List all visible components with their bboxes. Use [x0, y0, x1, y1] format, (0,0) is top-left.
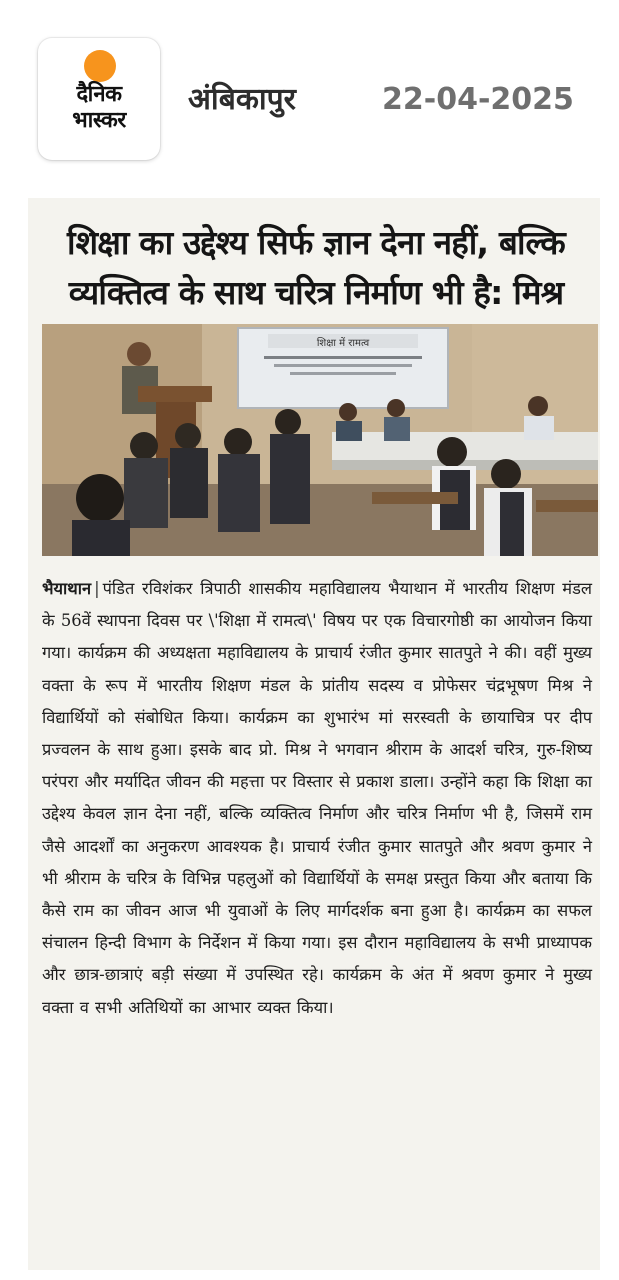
- logo-text-line1: दैनिक: [76, 82, 122, 107]
- logo-text-line2: भास्कर: [72, 108, 126, 133]
- photo-banner-text: शिक्षा में रामत्व: [316, 338, 370, 349]
- article-body-text: पंडित रविशंकर त्रिपाठी शासकीय महाविद्यालय भैयाथान में भारतीय शिक्षण मंडल के 56वें स्थापना दिवस पर \'शिक्षा में रामत्व\' विषय पर एक विचारगोष्ठी का आयोजन किया गया। कार्यक्रम की अध्यक्षता महाविद्यालय के प्राचार्य रंजीत कुमार सातपुते ने की। वहीं मुख्य वक्ता के रूप में भारतीय शिक्षण मंडल के प्रांतीय सदस्य व प्रोफेसर चंद्रभूषण मिश्र ने विद्यार्थियों को संबोधित किया। कार्यक्रम का शुभारंभ मां सरस्वती के छायाचित्र पर दीप प्रज्वलन के साथ हुआ। इसके बाद प्रो. मिश्र ने भगवान श्रीराम के आदर्श चरित्र, गुरु-शिष्य परंपरा और मर्यादित जीवन की महत्ता पर विस्तार से प्रकाश डाला। उन्होंने कहा कि शिक्षा का उद्देश्य केवल ज्ञान देना नहीं, बल्कि व्यक्तित्व निर्माण और चरित्र निर्माण भी है, जिसमें राम जैसे आदर्शों का अनुकरण आवश्यक है। प्राचार्य रंजीत कुमार सातपुते और श्रवण कुमार ने भी श्रीराम के चरित्र के विभिन्न पहलुओं को विद्यार्थियों के समक्ष प्रस्तुत किया और बताया कि कैसे राम का जीवन आज भी युवाओं के लिए मार्गदर्शक बना हुआ है। कार्यक्रम का सफल संचालन हिन्दी विभाग के निर्देशन में किया गया। इस दौरान महाविद्यालय के सभी प्राध्यापक और छात्र-छात्राएं बड़ी संख्या में उपस्थित रहे। कार्यक्रम के अंत में श्रवण कुमार ने मुख्य वक्ता व सभी अतिथियों का आभार व्यक्त किया।: [42, 579, 592, 1017]
- article-headline: शिक्षा का उद्देश्य सिर्फ ज्ञान देना नहीं, बल्कि व्यक्तित्व के साथ चरित्र निर्माण भी है: मिश्र: [67, 223, 565, 312]
- date-label: 22-04-2025: [382, 82, 574, 117]
- article-dateline: भैयाथान: [42, 579, 92, 598]
- dainik-bhaskar-logo[interactable]: [38, 38, 160, 160]
- city-label: अंबिकापुर: [188, 82, 296, 117]
- sun-icon: [84, 50, 116, 82]
- event-photo: [42, 324, 598, 556]
- newspaper-clipping: [28, 198, 600, 1270]
- dateline-separator: |: [94, 579, 100, 598]
- article-body: [42, 573, 592, 1024]
- header: [0, 0, 619, 190]
